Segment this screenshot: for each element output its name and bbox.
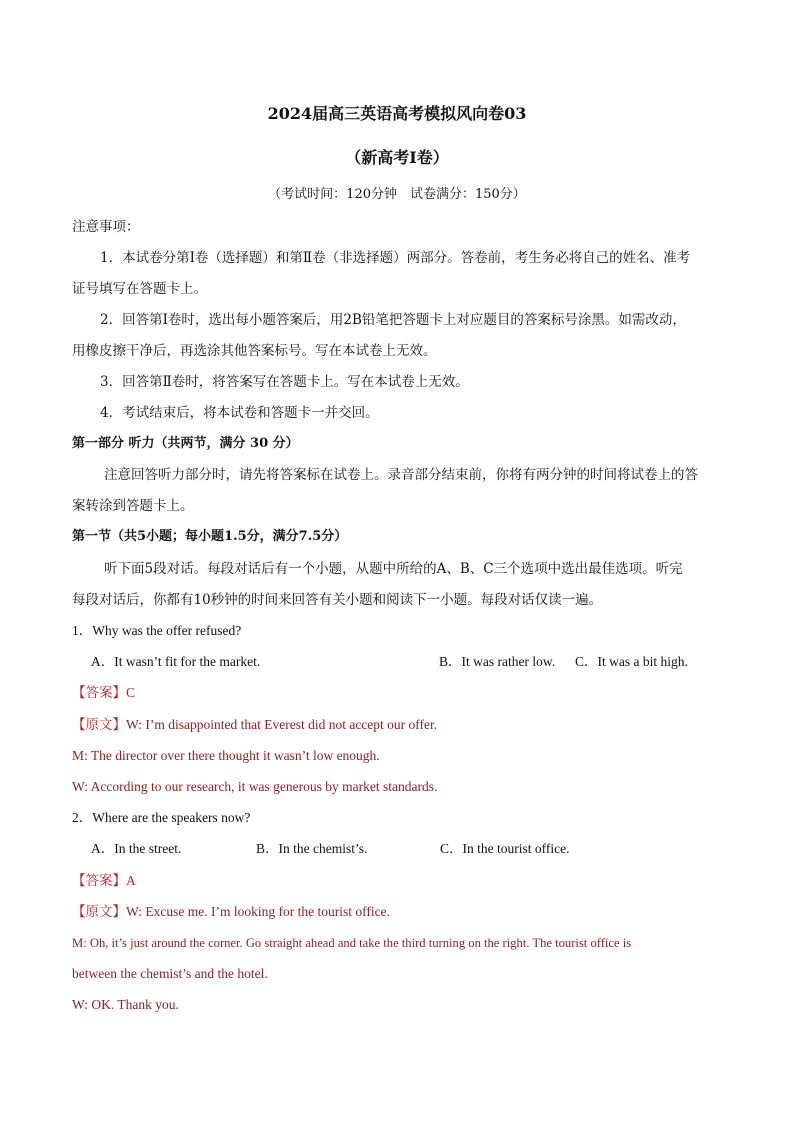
- part1-intro: 注意回答听力部分时，请先将答案标在试卷上。录音部分结束前，你将有两分钟的时间将试卷上的答: [104, 467, 698, 483]
- script-tag: 【原文】: [72, 904, 126, 920]
- question-1-script-3: W: According to our research, it was generous by market standards.: [72, 779, 438, 794]
- notice-item-1-cont: 证号填写在答题卡上。: [72, 281, 207, 297]
- script-text: W: Excuse me. I’m looking for the tourist office.: [126, 904, 390, 919]
- notice-item-2: 2．回答第Ⅰ卷时，选出每小题答案后，用2B铅笔把答题卡上对应题目的答案标号涂黑。如需改动，: [100, 312, 686, 328]
- question-1-option-b: B．It was rather low.: [439, 654, 556, 669]
- question-1-script-1: [72, 716, 437, 734]
- question-1-answer: [72, 684, 135, 702]
- question-1-stem: 1．Why was the offer refused?: [72, 623, 242, 638]
- question-2-option-b: B．In the chemist’s.: [256, 841, 368, 856]
- notice-item-1: 1．本试卷分第Ⅰ卷（选择题）和第Ⅱ卷（非选择题）两部分。答卷前，考生务必将自己的姓名、准考: [100, 250, 691, 266]
- notice-item-2-cont: 用橡皮擦干净后，再选涂其他答案标号。写在本试卷上无效。: [72, 343, 437, 359]
- exam-title: 2024届高三英语高考模拟风向卷03: [267, 104, 527, 123]
- section1-intro: 听下面5段对话。每段对话后有一个小题，从题中所给的A、B、C三个选项中选出最佳选项。听完: [104, 561, 683, 577]
- part1-intro-cont: 案转涂到答题卡上。: [72, 498, 194, 514]
- notice-item-3: 3．回答第Ⅱ卷时，将答案写在答题卡上。写在本试卷上无效。: [100, 374, 469, 390]
- question-2-script-3: between the chemist’s and the hotel.: [72, 966, 268, 981]
- question-1-option-c: C．It was a bit high.: [575, 654, 688, 669]
- exam-subtitle: （新高考I卷）: [345, 148, 449, 167]
- answer-tag: 【答案】: [72, 685, 126, 701]
- answer-tag: 【答案】: [72, 873, 126, 889]
- script-tag: 【原文】: [72, 717, 126, 733]
- exam-info: （考试时间：120分钟 试卷满分：150分）: [268, 187, 526, 202]
- question-2-option-a: A．In the street.: [91, 841, 182, 856]
- part1-heading: 第一部分 听力（共两节，满分 30 分）: [72, 436, 299, 451]
- section1-heading: 第一节（共5小题；每小题1.5分，满分7.5分）: [72, 529, 348, 544]
- answer-value: A: [126, 873, 136, 888]
- question-1-script-2: M: The director over there thought it wasn’t low enough.: [72, 748, 380, 763]
- question-2-script-4: W: OK. Thank you.: [72, 997, 179, 1012]
- question-2-script-1: [72, 903, 390, 921]
- section1-intro-cont: 每段对话后，你都有10秒钟的时间来回答有关小题和阅读下一小题。每段对话仅读一遍。: [72, 592, 603, 608]
- question-2-option-c: C．In the tourist office.: [440, 841, 570, 856]
- question-2-stem: 2．Where are the speakers now?: [72, 810, 251, 825]
- question-2-script-2: M: Oh, it’s just around the corner. Go straight ahead and take the third turning on the right. The tourist office is: [72, 936, 632, 950]
- question-1-option-a: A．It wasn’t fit for the market.: [91, 654, 261, 669]
- notice-item-4: 4．考试结束后，将本试卷和答题卡一并交回。: [100, 405, 379, 421]
- question-2-answer: [72, 872, 136, 890]
- notice-heading: 注意事项：: [72, 219, 140, 235]
- answer-value: C: [126, 685, 136, 700]
- script-text: W: I’m disappointed that Everest did not accept our offer.: [126, 717, 438, 732]
